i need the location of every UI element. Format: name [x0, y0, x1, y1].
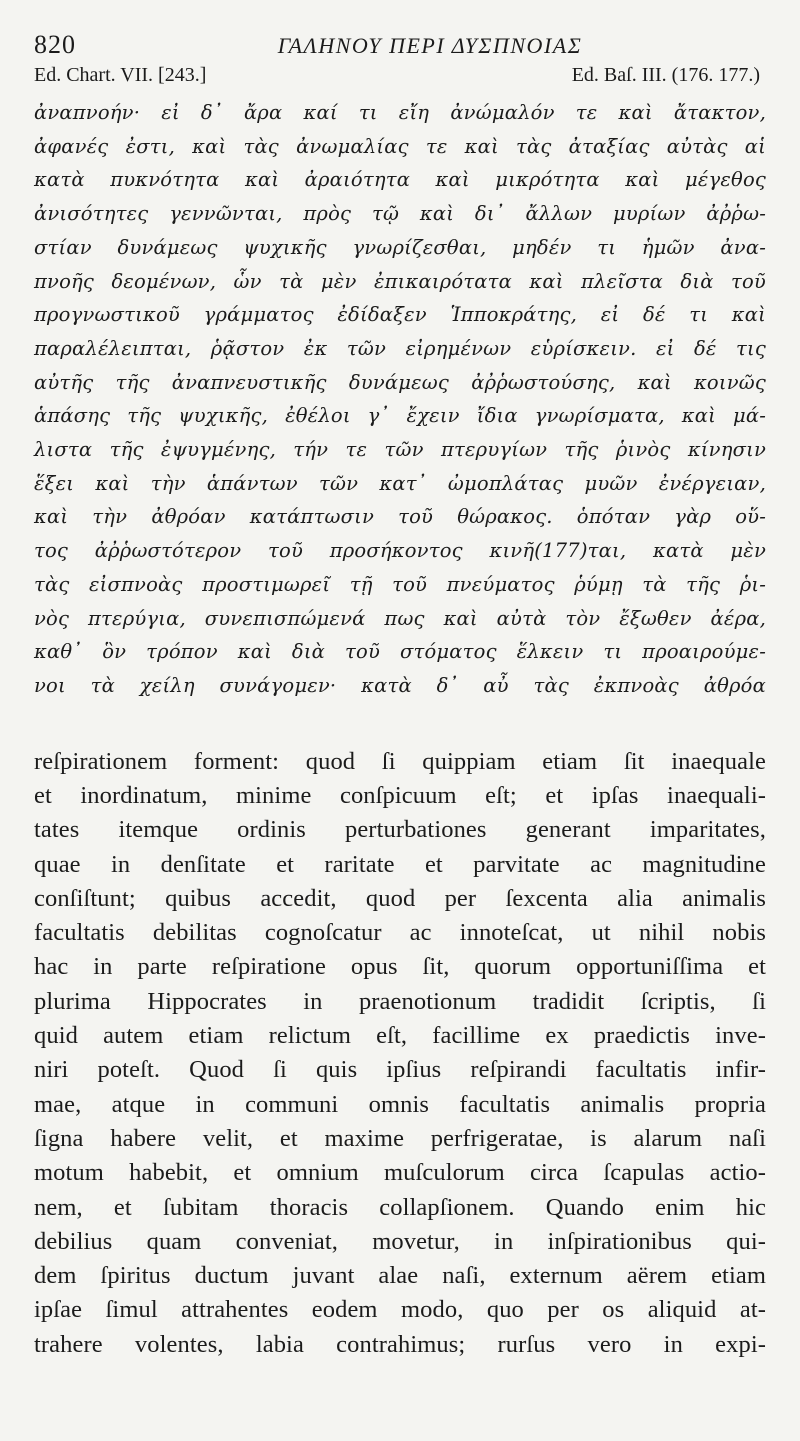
greek-text-line: αὐτῆς τῆς ἀναπνευστικῆς δυνάμεως ἀῤῥωστούσης, καὶ κοινῶς: [34, 370, 766, 394]
greek-text-line: τος ἀῤῥωστότερον τοῦ προσήκοντος κινῆ(177)ται, κατὰ μὲν: [34, 539, 766, 563]
edition-line: [34, 64, 766, 94]
latin-text-line: debilius quam conveniat, movetur, in inſpirationibus qui-: [34, 1227, 766, 1255]
latin-text-block: [34, 745, 766, 1362]
edition-left: Ed. Chart. VII. [243.]: [34, 64, 207, 86]
page-number: 820: [34, 30, 76, 59]
latin-text-line: mae, atque in communi omnis facultatis animalis propria: [34, 1090, 766, 1118]
greek-text-line: νοι τὰ χείλη συνάγομεν· κατὰ δ᾽ αὖ τὰς ἐκπνοὰς ἀθρόα: [34, 673, 766, 697]
greek-text-line: στίαν δυνάμεως ψυχικῆς γνωρίζεσθαι, μηδέν τι ἡμῶν ἀνα-: [34, 235, 766, 259]
latin-text-line: quae in denſitate et raritate et parvitate ac magnitudine: [34, 850, 766, 878]
latin-text-line: quid autem etiam relictum eſt, facillime ex praedictis inve-: [34, 1022, 766, 1050]
latin-text-line: hac in parte reſpiratione opus ſit, quorum opportuniſſima et: [34, 953, 766, 981]
page-title: ΓΑΛΗΝΟΥ ΠΕΡΙ ΔΥΣΠΝΟΙΑΣ: [277, 33, 583, 58]
greek-text-line: ἀναπνοήν· εἰ δ᾽ ἄρα καί τι εἴη ἀνώμαλόν τε καὶ ἄτακτον,: [34, 101, 766, 124]
latin-text-line: motum habebit, et omnium muſculorum circa ſcapulas actio-: [34, 1159, 766, 1187]
greek-text-line: ἁπάσης τῆς ψυχικῆς, ἐθέλοι γ᾽ ἔχειν ἴδια γνωρίσματα, καὶ μά-: [34, 404, 766, 428]
latin-text-line: reſpirationem forment: quod ſi quippiam etiam ſit inaequale: [34, 747, 766, 775]
latin-text-line: dem ſpiritus ductum juvant alae naſi, externum aërem etiam: [34, 1262, 766, 1290]
latin-text-line: niri poteſt. Quod ſi quis ipſius reſpirandi facultatis infir-: [34, 1056, 766, 1084]
latin-text-line: et inordinatum, minime conſpicuum eſt; et ipſas inaequali-: [34, 781, 766, 809]
latin-text-line: trahere volentes, labia contrahimus; rurſus vero in expi-: [34, 1330, 766, 1358]
greek-text-line: νὸς πτερύγια, συνεπισπώμενά πως καὶ αὐτὰ τὸν ἔξωθεν ἀέρα,: [34, 606, 766, 630]
latin-text-line: nem, et ſubitam thoracis collapſionem. Quando enim hic: [34, 1193, 766, 1221]
greek-text-line: ἀφανές ἐστι, καὶ τὰς ἀνωμαλίας τε καὶ τὰς ἀταξίας αὐτὰς αἱ: [34, 134, 766, 158]
latin-text-line: plurima Hippocrates in praenotionum tradidit ſcriptis, ſi: [34, 987, 766, 1015]
latin-text-line: facultatis debilitas cognoſcatur ac innoteſcat, ut nihil nobis: [34, 919, 766, 947]
greek-text-block: [34, 96, 766, 703]
latin-text-line: tates itemque ordinis perturbationes generant imparitates,: [34, 816, 766, 844]
greek-text-line: ἀνισότητες γεννῶνται, πρὸς τῷ καὶ δι᾽ ἄλλων μυρίων ἀῤῥω-: [34, 202, 766, 226]
greek-text-line: τὰς εἰσπνοὰς προστιμωρεῖ τῇ τοῦ πνεύματος ῥύμῃ τὰ τῆς ῥι-: [34, 572, 766, 596]
greek-text-line: παραλέλειπται, ῥᾷστον ἐκ τῶν εἰρημένων εὑρίσκειν. εἰ δέ τις: [34, 336, 766, 360]
greek-text-line: λιστα τῆς ἐψυγμένης, τήν τε τῶν πτερυγίων τῆς ῥινὸς κίνησιν: [34, 438, 766, 462]
latin-text-line: ipſae ſimul attrahentes eodem modo, quo per os aliquid at-: [34, 1296, 766, 1324]
greek-text-line: προγνωστικοῦ γράμματος ἐδίδαξεν Ἱπποκράτης, εἰ δέ τι καὶ: [34, 303, 766, 327]
latin-text-line: conſiſtunt; quibus accedit, quod per ſexcenta alia animalis: [34, 884, 766, 912]
edition-right: Ed. Baſ. III. (176. 177.): [571, 64, 760, 86]
greek-text-line: πνοῆς δεομένων, ὧν τὰ μὲν ἐπικαιρότατα καὶ πλεῖστα διὰ τοῦ: [34, 269, 766, 293]
greek-text-line: καὶ τὴν ἀθρόαν κατάπτωσιν τοῦ θώρακος. ὁπόταν γὰρ οὕ-: [34, 505, 766, 529]
greek-text-line: καθ᾽ ὃν τρόπον καὶ διὰ τοῦ στόματος ἕλκειν τι προαιρούμε-: [34, 640, 766, 664]
greek-text-line: κατὰ πυκνότητα καὶ ἀραιότητα καὶ μικρότητα καὶ μέγεθος: [34, 168, 766, 192]
latin-text-line: ſigna habere velit, et maxime perfrigeratae, is alarum naſi: [34, 1124, 766, 1152]
greek-text-line: ἕξει καὶ τὴν ἁπάντων τῶν κατ᾽ ὠμοπλάτας μυῶν ἐνέργειαν,: [34, 471, 766, 495]
running-head: [34, 30, 766, 64]
